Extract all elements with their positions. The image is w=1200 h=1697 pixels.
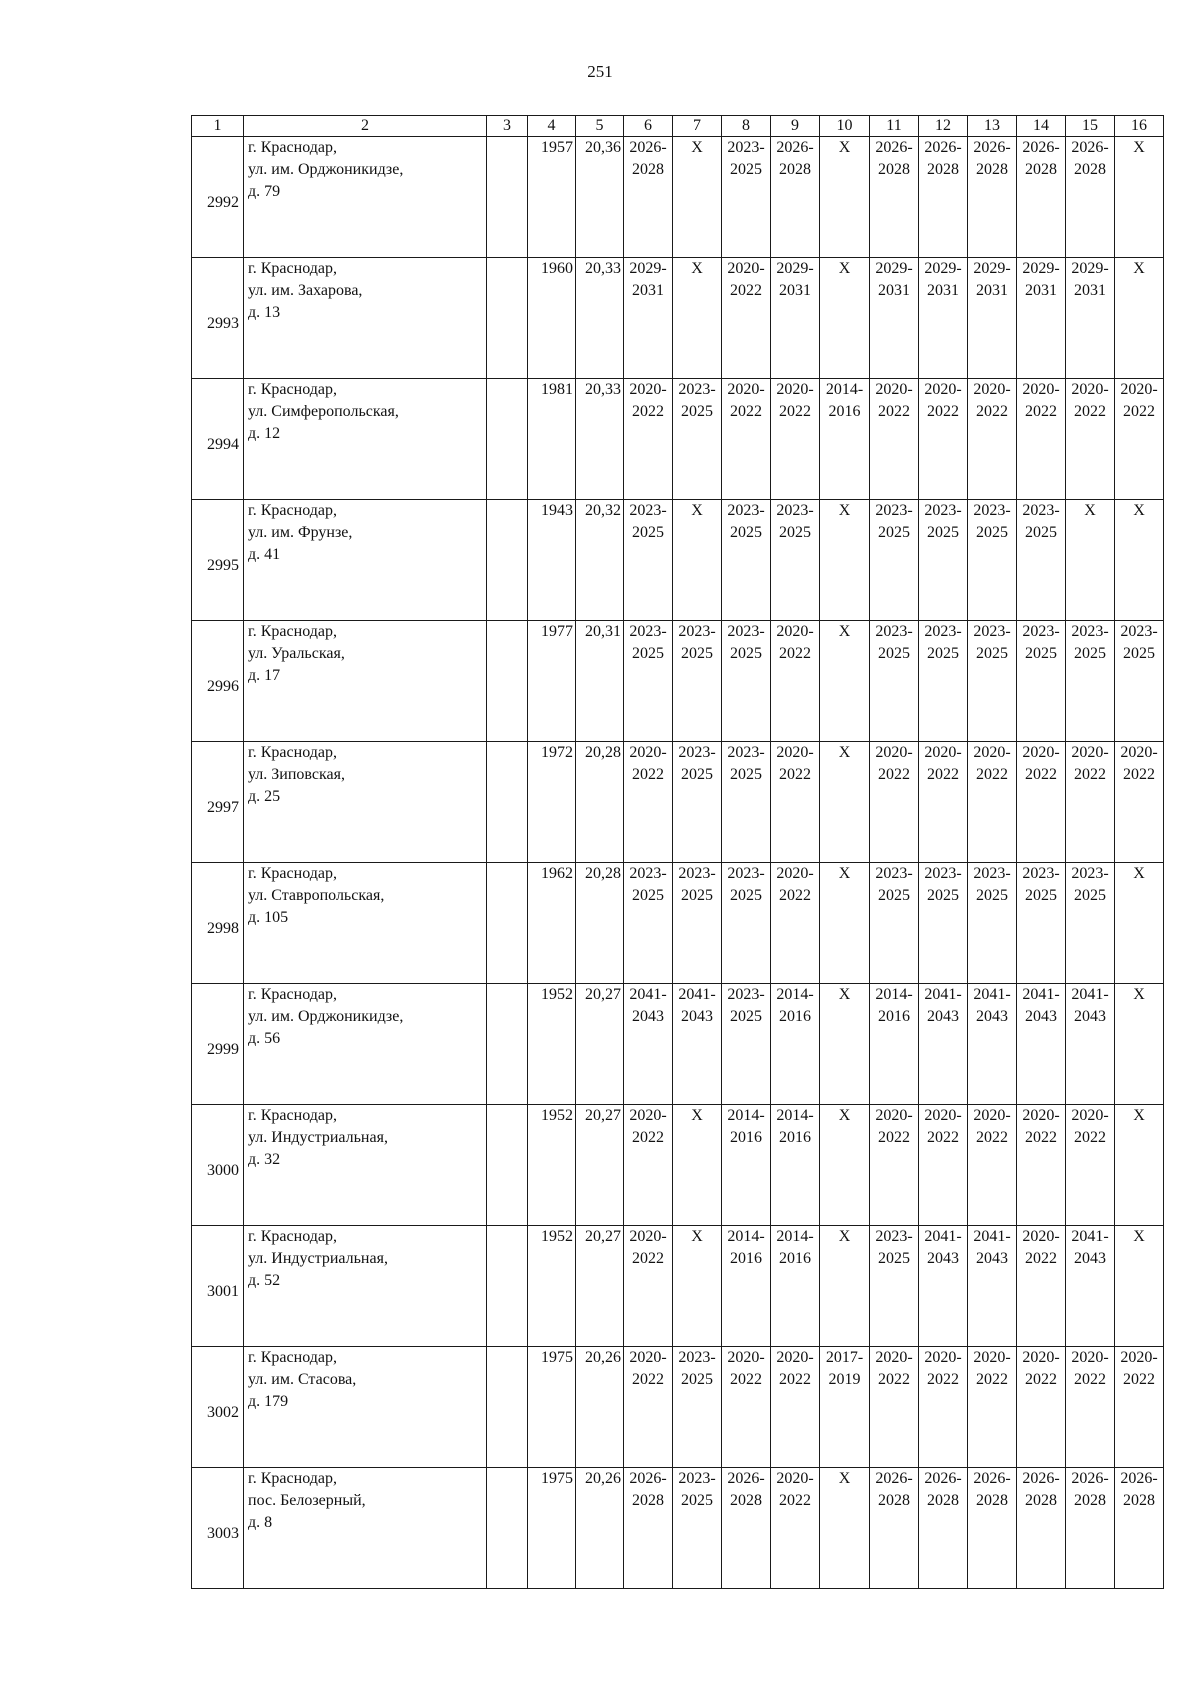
period-cell: 2020- 2022	[870, 1105, 919, 1226]
year-built-cell: 1981	[528, 379, 576, 500]
period-cell: 2023- 2025	[673, 379, 722, 500]
address-line: г. Краснодар,	[248, 139, 337, 156]
period-cell: 2023- 2025	[673, 621, 722, 742]
address-cell	[244, 1468, 487, 1589]
address-line: ул. Зиповская,	[248, 766, 345, 783]
address-line: г. Краснодар,	[248, 1107, 337, 1124]
period-cell: 2023- 2025	[1115, 621, 1164, 742]
period-cell: 2023- 2025	[1017, 863, 1066, 984]
table-row	[192, 984, 1164, 1105]
period-cell: X	[1115, 258, 1164, 379]
period-cell: 2020- 2022	[870, 742, 919, 863]
address-line: д. 8	[248, 1514, 273, 1531]
column-header: 7	[673, 116, 722, 137]
table-row	[192, 742, 1164, 863]
period-cell: 2023- 2025	[1066, 863, 1115, 984]
period-cell: 2023- 2025	[673, 1347, 722, 1468]
period-cell: 2023- 2025	[673, 1468, 722, 1589]
period-cell: 2020- 2022	[968, 1105, 1017, 1226]
year-built-cell: 1960	[528, 258, 576, 379]
period-cell: 2026- 2028	[919, 1468, 968, 1589]
column-header: 13	[968, 116, 1017, 137]
row-number	[192, 1468, 244, 1589]
address-line: ул. Симферопольская,	[248, 403, 399, 420]
period-cell: 2041- 2043	[1017, 984, 1066, 1105]
table-row	[192, 379, 1164, 500]
row-number-text: 3001	[207, 1283, 239, 1300]
period-cell: 2014- 2016	[820, 379, 870, 500]
column-header: 8	[722, 116, 771, 137]
period-cell: 2041- 2043	[1066, 1226, 1115, 1347]
period-cell: X	[1115, 137, 1164, 258]
year-built-cell: 1975	[528, 1347, 576, 1468]
address-line: г. Краснодар,	[248, 1349, 337, 1366]
value-cell: 20,27	[576, 1226, 624, 1347]
row-number	[192, 379, 244, 500]
table-row	[192, 1105, 1164, 1226]
table-row	[192, 863, 1164, 984]
period-cell: 2026- 2028	[1115, 1468, 1164, 1589]
value-cell: 20,27	[576, 984, 624, 1105]
row-number	[192, 258, 244, 379]
address-line: д. 17	[248, 667, 281, 684]
table-row	[192, 258, 1164, 379]
period-cell: 2020- 2022	[1017, 1105, 1066, 1226]
address-line: ул. им. Стасова,	[248, 1371, 357, 1388]
address-cell	[244, 137, 487, 258]
row-number-text: 2995	[207, 557, 239, 574]
period-cell: 2020- 2022	[919, 379, 968, 500]
period-cell: 2020- 2022	[771, 1347, 820, 1468]
period-cell: 2020- 2022	[870, 1347, 919, 1468]
period-cell: 2023- 2025	[870, 621, 919, 742]
address-line: д. 56	[248, 1030, 281, 1047]
column-header: 2	[244, 116, 487, 137]
period-cell: 2023- 2025	[722, 863, 771, 984]
address-line: ул. им. Орджоникидзе,	[248, 161, 404, 178]
period-cell: 2020- 2022	[624, 1347, 673, 1468]
period-cell: 2020- 2022	[1066, 742, 1115, 863]
col3-cell	[487, 500, 528, 621]
address-line: г. Краснодар,	[248, 502, 337, 519]
period-cell: 2020- 2022	[1066, 1347, 1115, 1468]
period-cell: 2020- 2022	[1115, 1347, 1164, 1468]
row-number-text: 2996	[207, 678, 239, 695]
period-cell: 2029- 2031	[968, 258, 1017, 379]
table-body	[192, 116, 1164, 1589]
row-number	[192, 1347, 244, 1468]
address-cell	[244, 621, 487, 742]
period-cell: 2020- 2022	[722, 258, 771, 379]
column-header: 1	[192, 116, 244, 137]
header-row	[192, 116, 1164, 137]
period-cell: 2041- 2043	[968, 1226, 1017, 1347]
address-line: г. Краснодар,	[248, 260, 337, 277]
period-cell: 2023- 2025	[968, 863, 1017, 984]
period-cell: 2014- 2016	[722, 1226, 771, 1347]
address-line: г. Краснодар,	[248, 623, 337, 640]
period-cell: 2023- 2025	[624, 500, 673, 621]
period-cell: 2023- 2025	[722, 137, 771, 258]
period-cell: 2026- 2028	[1066, 1468, 1115, 1589]
address-cell	[244, 379, 487, 500]
row-number-text: 2997	[207, 799, 239, 816]
period-cell: 2041- 2043	[1066, 984, 1115, 1105]
address-line: г. Краснодар,	[248, 744, 337, 761]
col3-cell	[487, 258, 528, 379]
address-cell	[244, 258, 487, 379]
period-cell: X	[673, 258, 722, 379]
period-cell: 2020- 2022	[919, 1105, 968, 1226]
period-cell: 2023- 2025	[624, 863, 673, 984]
address-line: г. Краснодар,	[248, 986, 337, 1003]
period-cell: X	[820, 742, 870, 863]
row-number	[192, 621, 244, 742]
period-cell: 2020- 2022	[870, 379, 919, 500]
period-cell: X	[1115, 1226, 1164, 1347]
row-number-text: 3003	[207, 1525, 239, 1542]
value-cell: 20,36	[576, 137, 624, 258]
year-built-cell: 1975	[528, 1468, 576, 1589]
period-cell: 2026- 2028	[1066, 137, 1115, 258]
row-number-text: 2999	[207, 1041, 239, 1058]
value-cell: 20,32	[576, 500, 624, 621]
address-line: г. Краснодар,	[248, 865, 337, 882]
column-header: 4	[528, 116, 576, 137]
period-cell: 2029- 2031	[1017, 258, 1066, 379]
address-line: д. 179	[248, 1393, 289, 1410]
address-line: д. 25	[248, 788, 281, 805]
address-line: д. 12	[248, 425, 281, 442]
address-line: д. 13	[248, 304, 281, 321]
period-cell: X	[1115, 984, 1164, 1105]
col3-cell	[487, 863, 528, 984]
period-cell: 2026- 2028	[870, 1468, 919, 1589]
year-built-cell: 1962	[528, 863, 576, 984]
period-cell: 2026- 2028	[722, 1468, 771, 1589]
page-number: 251	[587, 62, 613, 81]
period-cell: 2020- 2022	[1066, 379, 1115, 500]
period-cell: 2020- 2022	[624, 379, 673, 500]
col3-cell	[487, 1105, 528, 1226]
period-cell: 2020- 2022	[624, 1226, 673, 1347]
period-cell: 2029- 2031	[624, 258, 673, 379]
period-cell: 2029- 2031	[919, 258, 968, 379]
period-cell: 2017- 2019	[820, 1347, 870, 1468]
period-cell: 2020- 2022	[919, 1347, 968, 1468]
period-cell: 2026- 2028	[968, 1468, 1017, 1589]
period-cell: X	[1115, 500, 1164, 621]
address-cell	[244, 1347, 487, 1468]
period-cell: 2026- 2028	[919, 137, 968, 258]
period-cell: X	[673, 1105, 722, 1226]
period-cell: 2023- 2025	[919, 863, 968, 984]
year-built-cell: 1957	[528, 137, 576, 258]
address-cell	[244, 500, 487, 621]
table-row	[192, 137, 1164, 258]
address-line: ул. Индустриальная,	[248, 1129, 388, 1146]
address-line: ул. Ставропольская,	[248, 887, 385, 904]
period-cell: 2023- 2025	[1017, 621, 1066, 742]
col3-cell	[487, 621, 528, 742]
col3-cell	[487, 984, 528, 1105]
period-cell: 2020- 2022	[624, 742, 673, 863]
period-cell: 2023- 2025	[870, 863, 919, 984]
period-cell: X	[820, 1468, 870, 1589]
period-cell: 2014- 2016	[722, 1105, 771, 1226]
row-number	[192, 863, 244, 984]
period-cell: 2041- 2043	[919, 1226, 968, 1347]
row-number-text: 2998	[207, 920, 239, 937]
period-cell: 2020- 2022	[1115, 379, 1164, 500]
value-cell: 20,33	[576, 379, 624, 500]
period-cell: X	[673, 137, 722, 258]
period-cell: 2026- 2028	[771, 137, 820, 258]
column-header: 11	[870, 116, 919, 137]
period-cell: 2020- 2022	[1066, 1105, 1115, 1226]
row-number	[192, 984, 244, 1105]
period-cell: 2023- 2025	[1066, 621, 1115, 742]
row-number	[192, 500, 244, 621]
period-cell: 2023- 2025	[722, 742, 771, 863]
address-line: ул. Уральская,	[248, 645, 345, 662]
period-cell: 2023- 2025	[771, 500, 820, 621]
col3-cell	[487, 1468, 528, 1589]
value-cell: 20,33	[576, 258, 624, 379]
address-line: д. 105	[248, 909, 289, 926]
year-built-cell: 1977	[528, 621, 576, 742]
period-cell: 2020- 2022	[771, 379, 820, 500]
column-header: 12	[919, 116, 968, 137]
col3-cell	[487, 137, 528, 258]
period-cell: 2014- 2016	[771, 1105, 820, 1226]
housing-repair-table	[191, 115, 1164, 1589]
period-cell: 2014- 2016	[771, 984, 820, 1105]
row-number-text: 2993	[207, 315, 239, 332]
row-number-text: 3000	[207, 1162, 239, 1179]
period-cell: X	[820, 500, 870, 621]
period-cell: 2020- 2022	[771, 863, 820, 984]
period-cell: 2041- 2043	[968, 984, 1017, 1105]
value-cell: 20,28	[576, 742, 624, 863]
row-number	[192, 742, 244, 863]
period-cell: 2020- 2022	[771, 742, 820, 863]
address-line: ул. им. Орджоникидзе,	[248, 1008, 404, 1025]
col3-cell	[487, 1347, 528, 1468]
address-line: ул. им. Фрунзе,	[248, 524, 353, 541]
address-line: г. Краснодар,	[248, 381, 337, 398]
address-cell	[244, 1226, 487, 1347]
address-cell	[244, 1105, 487, 1226]
period-cell: 2026- 2028	[968, 137, 1017, 258]
column-header: 15	[1066, 116, 1115, 137]
row-number-text: 3002	[207, 1404, 239, 1421]
period-cell: 2041- 2043	[919, 984, 968, 1105]
period-cell: 2020- 2022	[1017, 1226, 1066, 1347]
row-number	[192, 137, 244, 258]
year-built-cell: 1972	[528, 742, 576, 863]
period-cell: 2014- 2016	[870, 984, 919, 1105]
period-cell: 2020- 2022	[624, 1105, 673, 1226]
period-cell: X	[820, 137, 870, 258]
period-cell: X	[673, 1226, 722, 1347]
period-cell: 2023- 2025	[722, 621, 771, 742]
period-cell: 2020- 2022	[968, 1347, 1017, 1468]
table-row	[192, 1347, 1164, 1468]
address-cell	[244, 984, 487, 1105]
period-cell: 2026- 2028	[1017, 1468, 1066, 1589]
address-line: д. 32	[248, 1151, 281, 1168]
period-cell: X	[820, 863, 870, 984]
period-cell: X	[820, 621, 870, 742]
address-line: д. 79	[248, 183, 281, 200]
period-cell: X	[820, 1105, 870, 1226]
column-header: 3	[487, 116, 528, 137]
period-cell: 2026- 2028	[624, 137, 673, 258]
period-cell: 2026- 2028	[870, 137, 919, 258]
period-cell: 2020- 2022	[1017, 1347, 1066, 1468]
period-cell: 2020- 2022	[771, 621, 820, 742]
table-row	[192, 1468, 1164, 1589]
year-built-cell: 1952	[528, 1226, 576, 1347]
period-cell: 2020- 2022	[968, 379, 1017, 500]
address-cell	[244, 863, 487, 984]
value-cell: 20,26	[576, 1468, 624, 1589]
year-built-cell: 1952	[528, 984, 576, 1105]
period-cell: 2023- 2025	[870, 1226, 919, 1347]
period-cell: 2020- 2022	[968, 742, 1017, 863]
period-cell: 2023- 2025	[968, 621, 1017, 742]
period-cell: 2041- 2043	[673, 984, 722, 1105]
row-number-text: 2992	[207, 194, 239, 211]
period-cell: 2023- 2025	[870, 500, 919, 621]
address-line: ул. Индустриальная,	[248, 1250, 388, 1267]
period-cell: 2020- 2022	[722, 379, 771, 500]
column-header: 10	[820, 116, 870, 137]
period-cell: X	[673, 500, 722, 621]
period-cell: 2023- 2025	[624, 621, 673, 742]
period-cell: 2023- 2025	[722, 500, 771, 621]
column-header: 14	[1017, 116, 1066, 137]
row-number	[192, 1226, 244, 1347]
value-cell: 20,31	[576, 621, 624, 742]
address-line: д. 52	[248, 1272, 281, 1289]
period-cell: 2023- 2025	[919, 621, 968, 742]
address-line: д. 41	[248, 546, 281, 563]
value-cell: 20,28	[576, 863, 624, 984]
period-cell: X	[1115, 863, 1164, 984]
value-cell: 20,26	[576, 1347, 624, 1468]
column-header: 6	[624, 116, 673, 137]
period-cell: 2023- 2025	[919, 500, 968, 621]
period-cell: 2029- 2031	[870, 258, 919, 379]
address-cell	[244, 742, 487, 863]
period-cell: 2023- 2025	[673, 742, 722, 863]
value-cell: 20,27	[576, 1105, 624, 1226]
col3-cell	[487, 1226, 528, 1347]
address-line: г. Краснодар,	[248, 1470, 337, 1487]
column-header: 16	[1115, 116, 1164, 137]
period-cell: 2020- 2022	[722, 1347, 771, 1468]
address-line: ул. им. Захарова,	[248, 282, 363, 299]
table-row	[192, 621, 1164, 742]
period-cell: 2023- 2025	[722, 984, 771, 1105]
period-cell: X	[1066, 500, 1115, 621]
year-built-cell: 1943	[528, 500, 576, 621]
col3-cell	[487, 742, 528, 863]
period-cell: 2020- 2022	[771, 1468, 820, 1589]
period-cell: 2014- 2016	[771, 1226, 820, 1347]
year-built-cell: 1952	[528, 1105, 576, 1226]
column-header: 5	[576, 116, 624, 137]
period-cell: 2023- 2025	[1017, 500, 1066, 621]
table-row	[192, 500, 1164, 621]
period-cell: 2020- 2022	[1017, 379, 1066, 500]
period-cell: 2026- 2028	[1017, 137, 1066, 258]
period-cell: 2020- 2022	[1115, 742, 1164, 863]
row-number-text: 2994	[207, 436, 239, 453]
period-cell: 2020- 2022	[1017, 742, 1066, 863]
period-cell: 2023- 2025	[968, 500, 1017, 621]
period-cell: 2029- 2031	[1066, 258, 1115, 379]
period-cell: X	[820, 1226, 870, 1347]
period-cell: X	[820, 984, 870, 1105]
address-line: г. Краснодар,	[248, 1228, 337, 1245]
column-header: 9	[771, 116, 820, 137]
period-cell: 2023- 2025	[673, 863, 722, 984]
period-cell: 2020- 2022	[919, 742, 968, 863]
period-cell: X	[820, 258, 870, 379]
period-cell: 2026- 2028	[624, 1468, 673, 1589]
period-cell: X	[1115, 1105, 1164, 1226]
address-line: пос. Белозерный,	[248, 1492, 366, 1509]
period-cell: 2029- 2031	[771, 258, 820, 379]
row-number	[192, 1105, 244, 1226]
col3-cell	[487, 379, 528, 500]
table-row	[192, 1226, 1164, 1347]
period-cell: 2041- 2043	[624, 984, 673, 1105]
